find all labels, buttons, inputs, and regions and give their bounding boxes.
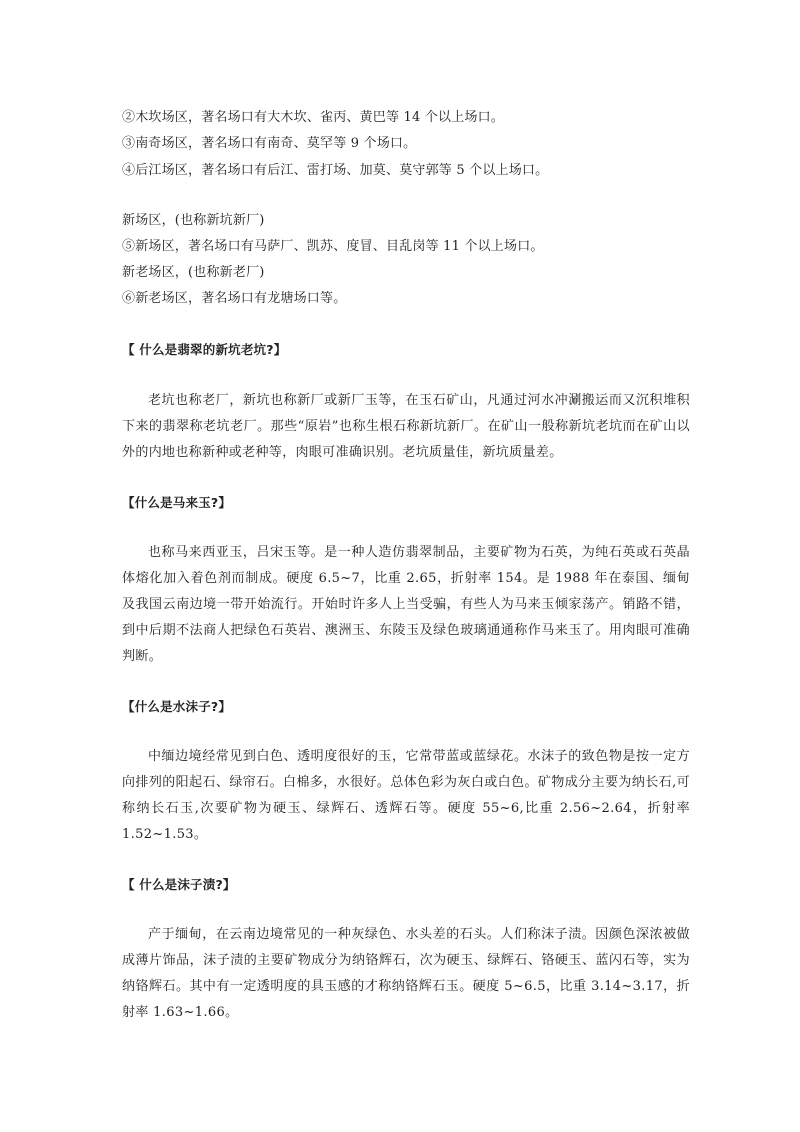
intro-line-nanqi: ③南奇场区，著名场口有南奇、莫罕等 9 个场口。 — [122, 136, 417, 151]
section-body-mozizi: 产于缅甸，在云南边境常见的一种灰绿色、水头差的石头。人们称沫子渍。因颜色深浓被做成薄片饰品，沫子渍的主要矿物成分为纳铬辉石，次为硬玉、绿辉石、铬硬玉、蓝闪石等，实为纳铬辉石。其中有一定透明度的具玉感的才称纳铬辉石玉。硬度 5~6.5，比重 3.14~3.17，折射率 1.63~1.66。 — [122, 927, 690, 1020]
intro-line-new-old-area: 新老场区，(也称新老厂) — [122, 265, 265, 280]
intro-line-new-area-mines: ⑤新场区，著名场口有马萨厂、凯苏、度冒、目乱岗等 11 个以上场口。 — [122, 239, 544, 254]
intro-line-mukan: ②木坎场区，著名场口有大木坎、雀丙、黄巴等 14 个以上场口。 — [122, 110, 505, 125]
intro-line-new-old-area-mines: ⑥新老场区，著名场口有龙塘场口等。 — [122, 291, 347, 306]
section-heading-malai-jade: 【什么是马来玉?】 — [122, 495, 232, 510]
section-heading-shuimozi: 【什么是水沫子?】 — [122, 699, 232, 714]
section-body-shuimozi: 中缅边境经常见到白色、透明度很好的玉，它常带蓝或蓝绿花。水沫子的致色物是按一定方向排列的阳起石、绿帘石。白棉多，水很好。总体色彩为灰白或白色。矿物成分主要为纳长石,可称纳长石玉,次要矿物为硬玉、绿辉石、透辉石等。硬度 55~6,比重 2.56~2.64，折射率 1.52~1.53。 — [122, 749, 690, 842]
section-heading-mozizi: 【 什么是沫子渍?】 — [122, 877, 236, 892]
section-body-malai-jade: 也称马来西亚玉，吕宋玉等。是一种人造仿翡翠制品，主要矿物为石英，为纯石英或石英晶体熔化加入着色剂而制成。硬度 6.5~7，比重 2.65，折射率 154。是 1988 年在泰国、缅甸及我国云南边境一带开始流行。开始时许多人上当受骗，有些人为马来玉倾家荡产。销路不错，到中后期不法商人把绿色石英岩、澳洲玉、东陵玉及绿色玻璃通通称作马来玉了。用肉眼可准确判断。 — [122, 545, 690, 664]
section-body-new-old-pit: 老坑也称老厂，新坑也称新厂或新厂玉等，在玉石矿山，凡通过河水冲涮搬运而又沉积堆积下来的翡翠称老坑老厂。那些“原岩”也称生根石称新坑新厂。在矿山一般称新坑老坑而在矿山以外的内地也称新种或老种等，肉眼可准确识别。老坑质量佳，新坑质量差。 — [122, 393, 690, 460]
section-heading-new-old-pit: 【 什么是翡翠的新坑老坑?】 — [122, 342, 287, 357]
intro-line-new-area: 新场区，(也称新坑新厂) — [122, 213, 265, 228]
intro-line-houjiang: ④后江场区，著名场口有后江、雷打场、加莫、莫守郭等 5 个以上场口。 — [122, 163, 549, 178]
